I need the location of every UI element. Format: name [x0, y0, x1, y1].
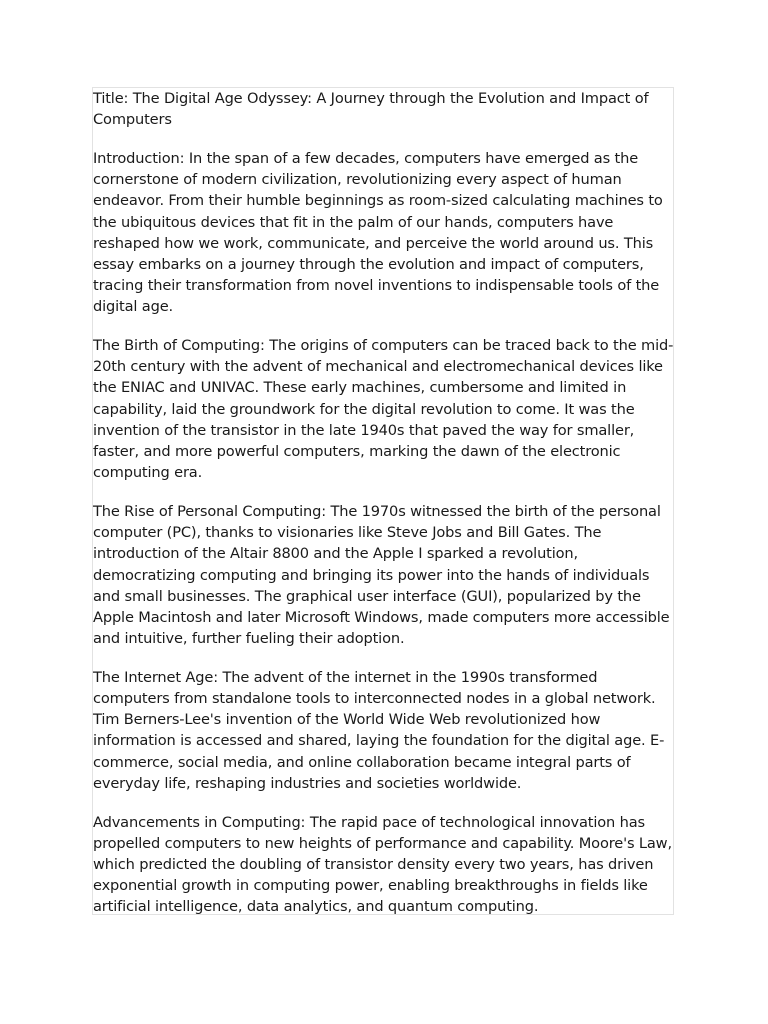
document-title: Title: The Digital Age Odyssey: A Journey through the Evolution and Impact of Computers: [93, 90, 649, 129]
paragraph-birth-of-computing: The Birth of Computing: The origins of computers can be traced back to the mid-20th century with the advent of mechanical and electromechanical devices like the ENIAC and UNIVAC. These early machines, cumbersome and limited in capability, laid the groundwork for the digital revolution to come. It was the invention of the transistor in the late 1940s that paved the way for smaller, faster, and more powerful computers, marking the dawn of the electronic computing era.: [93, 337, 674, 482]
document-body: [93, 88, 675, 935]
paragraph-internet-age: The Internet Age: The advent of the internet in the 1990s transformed computers from standalone tools to interconnected nodes in a global network. Tim Berners-Lee's invention of the World Wide Web revolutionized how information is accessed and shared, laying the foundation for the digital age. E-commerce, social media, and online collaboration became integral parts of everyday life, reshaping industries and societies worldwide.: [93, 668, 665, 792]
paragraph-advancements-in-computing: Advancements in Computing: The rapid pace of technological innovation has propelled computers to new heights of performance and capability. Moore's Law, which predicted the doubling of transistor density every two years, has driven exponential growth in computing power, enabling breakthroughs in fields like artificial intelligence, data analytics, and quantum computing.: [93, 813, 672, 916]
paragraph-rise-of-personal-computing: The Rise of Personal Computing: The 1970s witnessed the birth of the personal computer (PC), thanks to visionaries like Steve Jobs and Bill Gates. The introduction of the Altair 8800 and the Apple I sparked a revolution, democratizing computing and bringing its power into the hands of individuals and small businesses. The graphical user interface (GUI), popularized by the Apple Macintosh and later Microsoft Windows, made computers more accessible and intuitive, further fueling their adoption.: [93, 502, 670, 648]
paragraph-introduction: Introduction: In the span of a few decades, computers have emerged as the cornerstone of modern civilization, revolutionizing every aspect of human endeavor. From their humble beginnings as room-sized calculating machines to the ubiquitous devices that fit in the palm of our hands, computers have reshaped how we work, communicate, and perceive the world around us. This essay embarks on a journey through the evolution and impact of computers, tracing their transformation from novel inventions to indispensable tools of the digital age.: [93, 149, 663, 316]
